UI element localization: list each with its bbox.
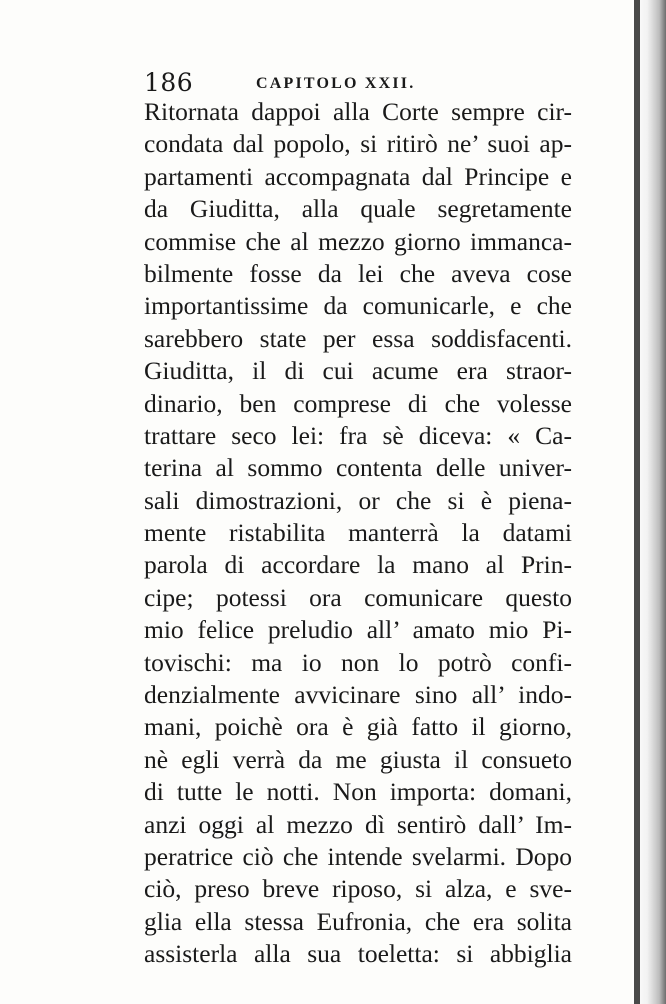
chapter-title: CAPITOLO XXII. (256, 75, 416, 92)
text-line: Ritornata dappoi alla Corte sempre cir- (144, 97, 572, 126)
text-line: condata dal popolo, si ritirò ne’ suoi ap- (144, 129, 572, 159)
text-line: sarebbero state per essa soddisfacenti. (144, 323, 572, 353)
text-line: anzi oggi al mezzo dì sentirò dall’ Im- (144, 809, 572, 839)
text-line: mente ristabilita manterrà la datami (144, 518, 572, 548)
text-line: terina al sommo contenta delle univer- (144, 453, 572, 483)
text-line: mio felice preludio all’ amato mio Pi- (144, 615, 572, 645)
text-line: peratrice ciò che intende svelarmi. Dopo (144, 841, 572, 871)
text-line: ciò, preso breve riposo, si alza, e sve- (144, 874, 572, 904)
running-header (144, 66, 574, 100)
text-line: dinario, ben comprese di che volesse (144, 388, 572, 418)
text-line: trattare seco lei: fra sè diceva: « Ca- (144, 420, 572, 450)
text-line: cipe; potessi ora comunicare questo (144, 582, 572, 612)
text-line: mani, poichè ora è già fatto il giorno, (144, 712, 572, 742)
text-line: partamenti accompagnata dal Principe e (144, 161, 572, 191)
body-text (144, 96, 572, 971)
text-line: tovischi: ma io non lo potrò confi- (144, 647, 572, 677)
text-line: nè egli verrà da me giusta il consueto (144, 744, 572, 774)
text-line: commise che al mezzo giorno immanca- (144, 226, 572, 256)
text-line: glia ella stessa Eufronia, che era solita (144, 906, 572, 936)
binding-edge (634, 0, 640, 1004)
text-line: parola di accordare la mano al Prin- (144, 550, 572, 580)
text-line: da Giuditta, alla quale segretamente (144, 194, 572, 224)
text-line: denzialmente avvicinare sino all’ indo- (144, 680, 572, 710)
text-line: importantissime da comunicarle, e che (144, 291, 572, 321)
text-line: di tutte le notti. Non importa: domani, (144, 777, 572, 807)
text-line: assisterla alla sua toeletta: si abbiglia (144, 939, 572, 969)
text-line: sali dimostrazioni, or che si è piena- (144, 485, 572, 515)
text-line: Giuditta, il di cui acume era straor- (144, 356, 572, 386)
page-number: 186 (144, 68, 194, 97)
text-line: bilmente fosse da lei che aveva cose (144, 258, 572, 288)
